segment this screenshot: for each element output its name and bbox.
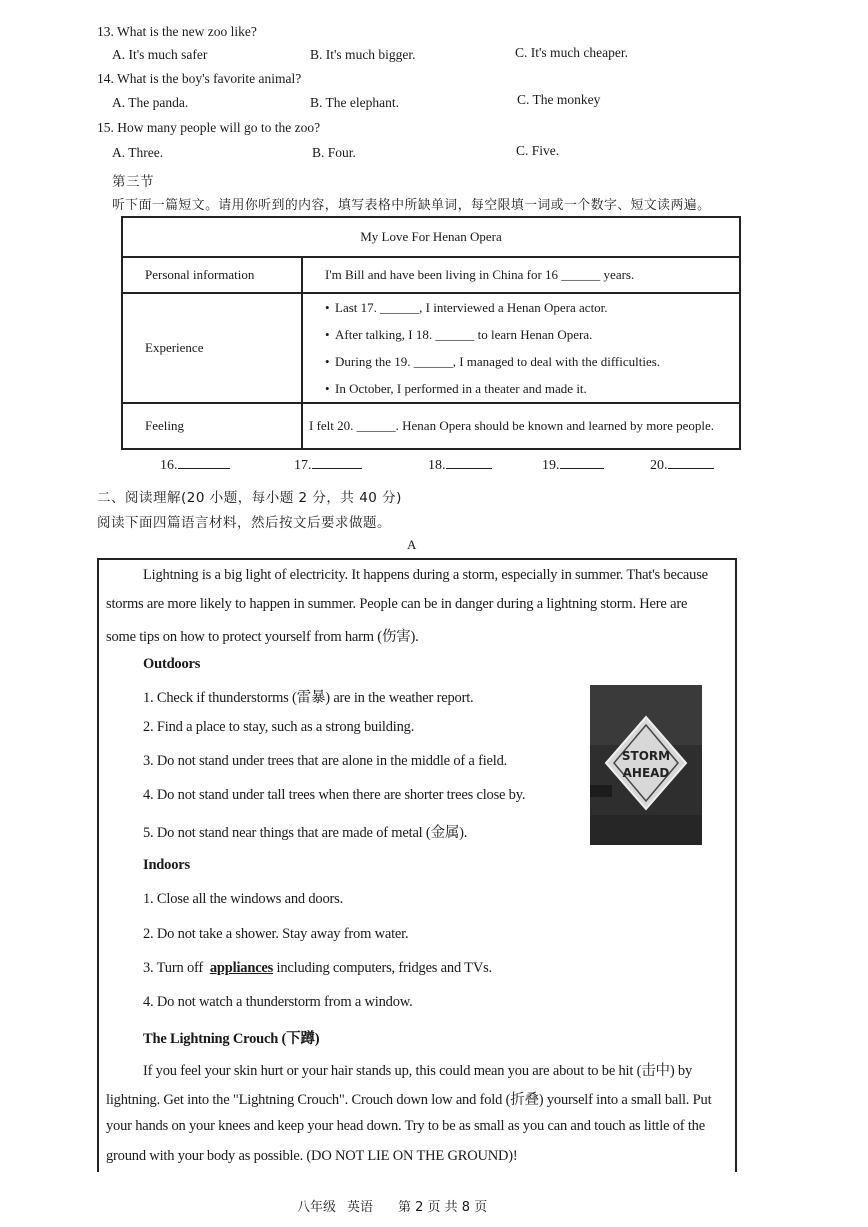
answer-blank-18[interactable]: 18. bbox=[428, 456, 492, 474]
question-13-option-c: C. It's much cheaper. bbox=[515, 45, 629, 60]
passage-intro-line: some tips on how to protect yourself from harm (伤害). bbox=[106, 629, 419, 645]
section-heading: 第三节 bbox=[112, 174, 154, 190]
outdoors-tip: 3. Do not stand under trees that are alone in the middle of a field. bbox=[143, 753, 508, 769]
storm-ahead-sign-image bbox=[590, 685, 702, 845]
crouch-line: ground with your body as possible. (DO NOT LIE ON THE GROUND)! bbox=[106, 1148, 518, 1164]
question-14-option-c: C. The monkey bbox=[517, 92, 601, 107]
warning-sign-icon bbox=[590, 685, 702, 845]
answer-blank-20[interactable]: 20. bbox=[650, 456, 714, 474]
outdoors-tip: 2. Find a place to stay, such as a strong building. bbox=[143, 719, 415, 735]
table-row-label: Feeling bbox=[122, 403, 302, 449]
info-table bbox=[121, 216, 741, 450]
table-row-content: I'm Bill and have been living in China for 16 ______ years. bbox=[302, 257, 740, 293]
question-15-option-a: A. Three. bbox=[112, 145, 164, 160]
question-15-option-c: C. Five. bbox=[516, 143, 560, 158]
outdoors-tip: 1. Check if thunderstorms (雷暴) are in the weather report. bbox=[143, 690, 474, 706]
crouch-line: If you feel your skin hurt or your hair stands up, this could mean you are about to be hit (击中) by bbox=[143, 1063, 693, 1079]
indoors-tip: 3. Turn off appliances including computers, fridges and TVs. bbox=[143, 960, 492, 976]
footer-grade: 八年级 bbox=[297, 1200, 337, 1215]
table-row-content bbox=[302, 293, 740, 403]
indoors-tip: 4. Do not watch a thunderstorm from a window. bbox=[143, 994, 413, 1010]
answer-blank-17[interactable]: 17. bbox=[294, 456, 362, 474]
answer-blank-19[interactable]: 19. bbox=[542, 456, 604, 474]
list-item: • Last 17. ______, I interviewed a Henan Opera actor. bbox=[325, 294, 731, 321]
question-14-option-b: B. The elephant. bbox=[310, 95, 399, 110]
outdoors-tip: 5. Do not stand near things that are made of metal (金属). bbox=[143, 825, 468, 841]
outdoors-heading: Outdoors bbox=[143, 656, 201, 672]
question-13-stem: 13. What is the new zoo like? bbox=[97, 24, 257, 39]
question-14-option-a: A. The panda. bbox=[112, 95, 189, 110]
list-item: • During the 19. ______, I managed to deal with the difficulties. bbox=[325, 348, 731, 375]
sign-text-line: STORM bbox=[621, 749, 671, 763]
table-title: My Love For Henan Opera bbox=[122, 217, 740, 257]
list-item: • After talking, I 18. ______ to learn Henan Opera. bbox=[325, 321, 731, 348]
passage-label: A bbox=[407, 537, 417, 552]
question-14-stem: 14. What is the boy's favorite animal? bbox=[97, 71, 302, 86]
passage-intro-line: storms are more likely to happen in summer. People can be in danger during a lightning storm. Here are bbox=[106, 596, 688, 612]
section-instruction: 听下面一篇短文。请用你听到的内容，填写表格中所缺单词，每空限填一词或一个数字、短文读两遍。 bbox=[112, 198, 711, 213]
indoors-tip: 1. Close all the windows and doors. bbox=[143, 891, 344, 907]
list-item: • In October, I performed in a theater and made it. bbox=[325, 375, 731, 402]
table-row-label: Personal information bbox=[122, 257, 302, 293]
underlined-word: appliances bbox=[209, 960, 274, 976]
question-13-option-a: A. It's much safer bbox=[112, 47, 208, 62]
crouch-line: lightning. Get into the "Lightning Crouch". Crouch down low and fold (折叠) yourself into a small ball. Put bbox=[106, 1092, 712, 1108]
question-13-option-b: B. It's much bigger. bbox=[310, 47, 416, 62]
answer-blank-16[interactable]: 16. bbox=[160, 456, 230, 474]
table-row-label: Experience bbox=[122, 293, 302, 403]
reading-heading: 二、阅读理解(20 小题，每小题 2 分，共 40 分) bbox=[97, 490, 402, 506]
footer-subject: 英语 bbox=[347, 1200, 374, 1215]
footer-page-number: 第 2 页 共 8 页 bbox=[398, 1200, 488, 1215]
outdoors-tip: 4. Do not stand under tall trees when there are shorter trees close by. bbox=[143, 787, 526, 803]
crouch-heading: The Lightning Crouch (下蹲) bbox=[143, 1031, 320, 1047]
crouch-line: your hands on your knees and keep your head down. Try to be as small as you can and touch as little of the bbox=[106, 1118, 705, 1134]
table-row-content: I felt 20. ______. Henan Opera should be known and learned by more people. bbox=[302, 403, 740, 449]
passage-intro-line: Lightning is a big light of electricity. It happens during a storm, especially in summer. That's because bbox=[143, 567, 708, 583]
indoors-heading: Indoors bbox=[143, 857, 190, 873]
reading-instruction: 阅读下面四篇语言材料，然后按文后要求做题。 bbox=[97, 515, 391, 531]
question-15-stem: 15. How many people will go to the zoo? bbox=[97, 120, 321, 135]
sign-text-line: AHEAD bbox=[622, 766, 670, 780]
question-15-option-b: B. Four. bbox=[312, 145, 356, 160]
indoors-tip: 2. Do not take a shower. Stay away from water. bbox=[143, 926, 409, 942]
